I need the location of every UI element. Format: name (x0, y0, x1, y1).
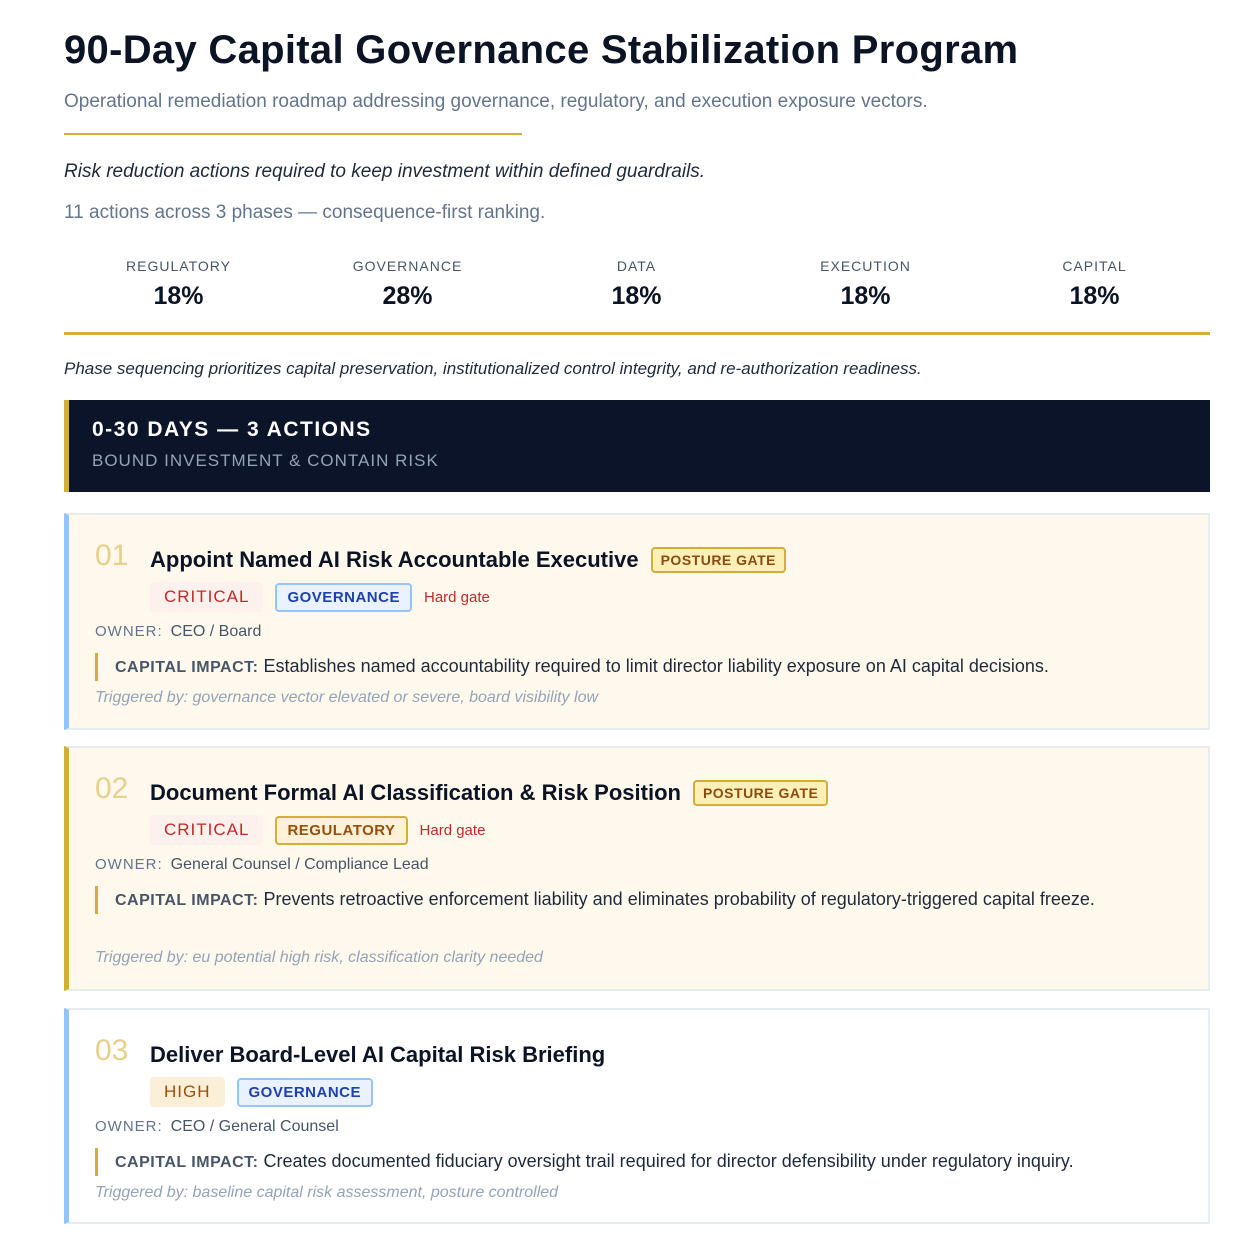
stat-value: 18% (1069, 282, 1120, 310)
trigger-text: Triggered by: eu potential high risk, classification clarity needed (95, 949, 543, 966)
owner-value: General Counsel / Compliance Lead (170, 856, 429, 873)
action-number: 03 (95, 1034, 129, 1067)
tag-row (150, 582, 490, 612)
severity-badge: HIGH (150, 1077, 225, 1107)
impact-label: CAPITAL IMPACT: (115, 1154, 259, 1171)
impact-text: Establishes named accountability required to limit director liability exposure on AI capital decisions. (263, 656, 1049, 676)
phase-subtitle: BOUND INVESTMENT & CONTAIN RISK (92, 451, 439, 470)
trigger-text: Triggered by: baseline capital risk assessment, posture controlled (95, 1184, 559, 1201)
hard-gate-label: Hard gate (423, 588, 490, 606)
impact-label: CAPITAL IMPACT: (115, 892, 259, 909)
posture-gate-badge: POSTURE GATE (693, 780, 828, 806)
trigger-text: Triggered by: governance vector elevated or severe, board visibility low (95, 689, 599, 706)
stat-label: DATA (616, 258, 657, 274)
action-count: 11 actions across 3 phases — consequence-first ranking. (64, 202, 546, 223)
capital-impact (95, 886, 1175, 914)
action-card[interactable] (64, 513, 1210, 730)
lead-text: Risk reduction actions required to keep investment within defined guardrails. (64, 161, 706, 182)
action-title: Document Formal AI Classification & Risk Position (150, 780, 681, 805)
capital-impact (95, 653, 1175, 681)
stat-execution (751, 258, 980, 332)
stat-governance (293, 258, 522, 332)
impact-label: CAPITAL IMPACT: (115, 659, 259, 676)
stat-data (522, 258, 751, 332)
tag-row (150, 1077, 373, 1107)
action-title: Appoint Named AI Risk Accountable Executive (150, 547, 639, 572)
action-card[interactable] (64, 746, 1210, 991)
owner-label: OWNER: (95, 623, 163, 640)
category-badge: GOVERNANCE (275, 583, 412, 612)
category-badge: REGULATORY (275, 816, 407, 845)
stat-label: EXECUTION (820, 258, 911, 274)
stat-value: 18% (153, 282, 204, 310)
action-number: 02 (95, 772, 129, 805)
sequencing-note: Phase sequencing prioritizes capital preservation, institutionalized control integrity, and re-authorization readiness. (64, 359, 922, 378)
action-title: Deliver Board-Level AI Capital Risk Briefing (150, 1042, 606, 1067)
action-title-row (150, 1042, 605, 1068)
stat-value: 18% (840, 282, 891, 310)
owner-value: CEO / General Counsel (170, 1118, 339, 1135)
action-title-row (150, 780, 828, 806)
severity-badge: CRITICAL (150, 582, 263, 612)
owner-value: CEO / Board (170, 623, 262, 640)
stat-regulatory (64, 258, 293, 332)
posture-gate-badge: POSTURE GATE (651, 547, 786, 573)
page-subtitle: Operational remediation roadmap addressing governance, regulatory, and execution exposure vectors. (64, 91, 928, 112)
impact-text: Prevents retroactive enforcement liability and eliminates probability of regulatory-triggered capital freeze. (263, 889, 1095, 909)
owner-label: OWNER: (95, 856, 163, 873)
action-card[interactable] (64, 1008, 1210, 1224)
tag-row (150, 815, 485, 845)
impact-text: Creates documented fiduciary oversight trail required for director defensibility under regulatory inquiry. (263, 1151, 1074, 1171)
stat-value: 18% (611, 282, 662, 310)
capital-impact (95, 1148, 1175, 1176)
stat-label: GOVERNANCE (352, 258, 463, 274)
stat-capital (980, 258, 1209, 332)
exposure-stats (64, 258, 1210, 335)
owner-row (95, 1118, 339, 1136)
stat-label: REGULATORY (126, 258, 231, 274)
phase-header (64, 400, 1210, 492)
owner-label: OWNER: (95, 1118, 163, 1135)
severity-badge: CRITICAL (150, 815, 263, 845)
category-badge: GOVERNANCE (237, 1078, 374, 1107)
owner-row (95, 856, 429, 874)
hard-gate-label: Hard gate (419, 821, 486, 839)
divider (64, 133, 522, 135)
stat-label: CAPITAL (1062, 258, 1127, 274)
owner-row (95, 623, 261, 641)
stat-value: 28% (382, 282, 433, 310)
action-title-row (150, 547, 786, 573)
page-title: 90-Day Capital Governance Stabilization Program (64, 28, 1019, 72)
action-number: 01 (95, 539, 129, 572)
phase-title: 0-30 DAYS — 3 ACTIONS (92, 418, 372, 441)
